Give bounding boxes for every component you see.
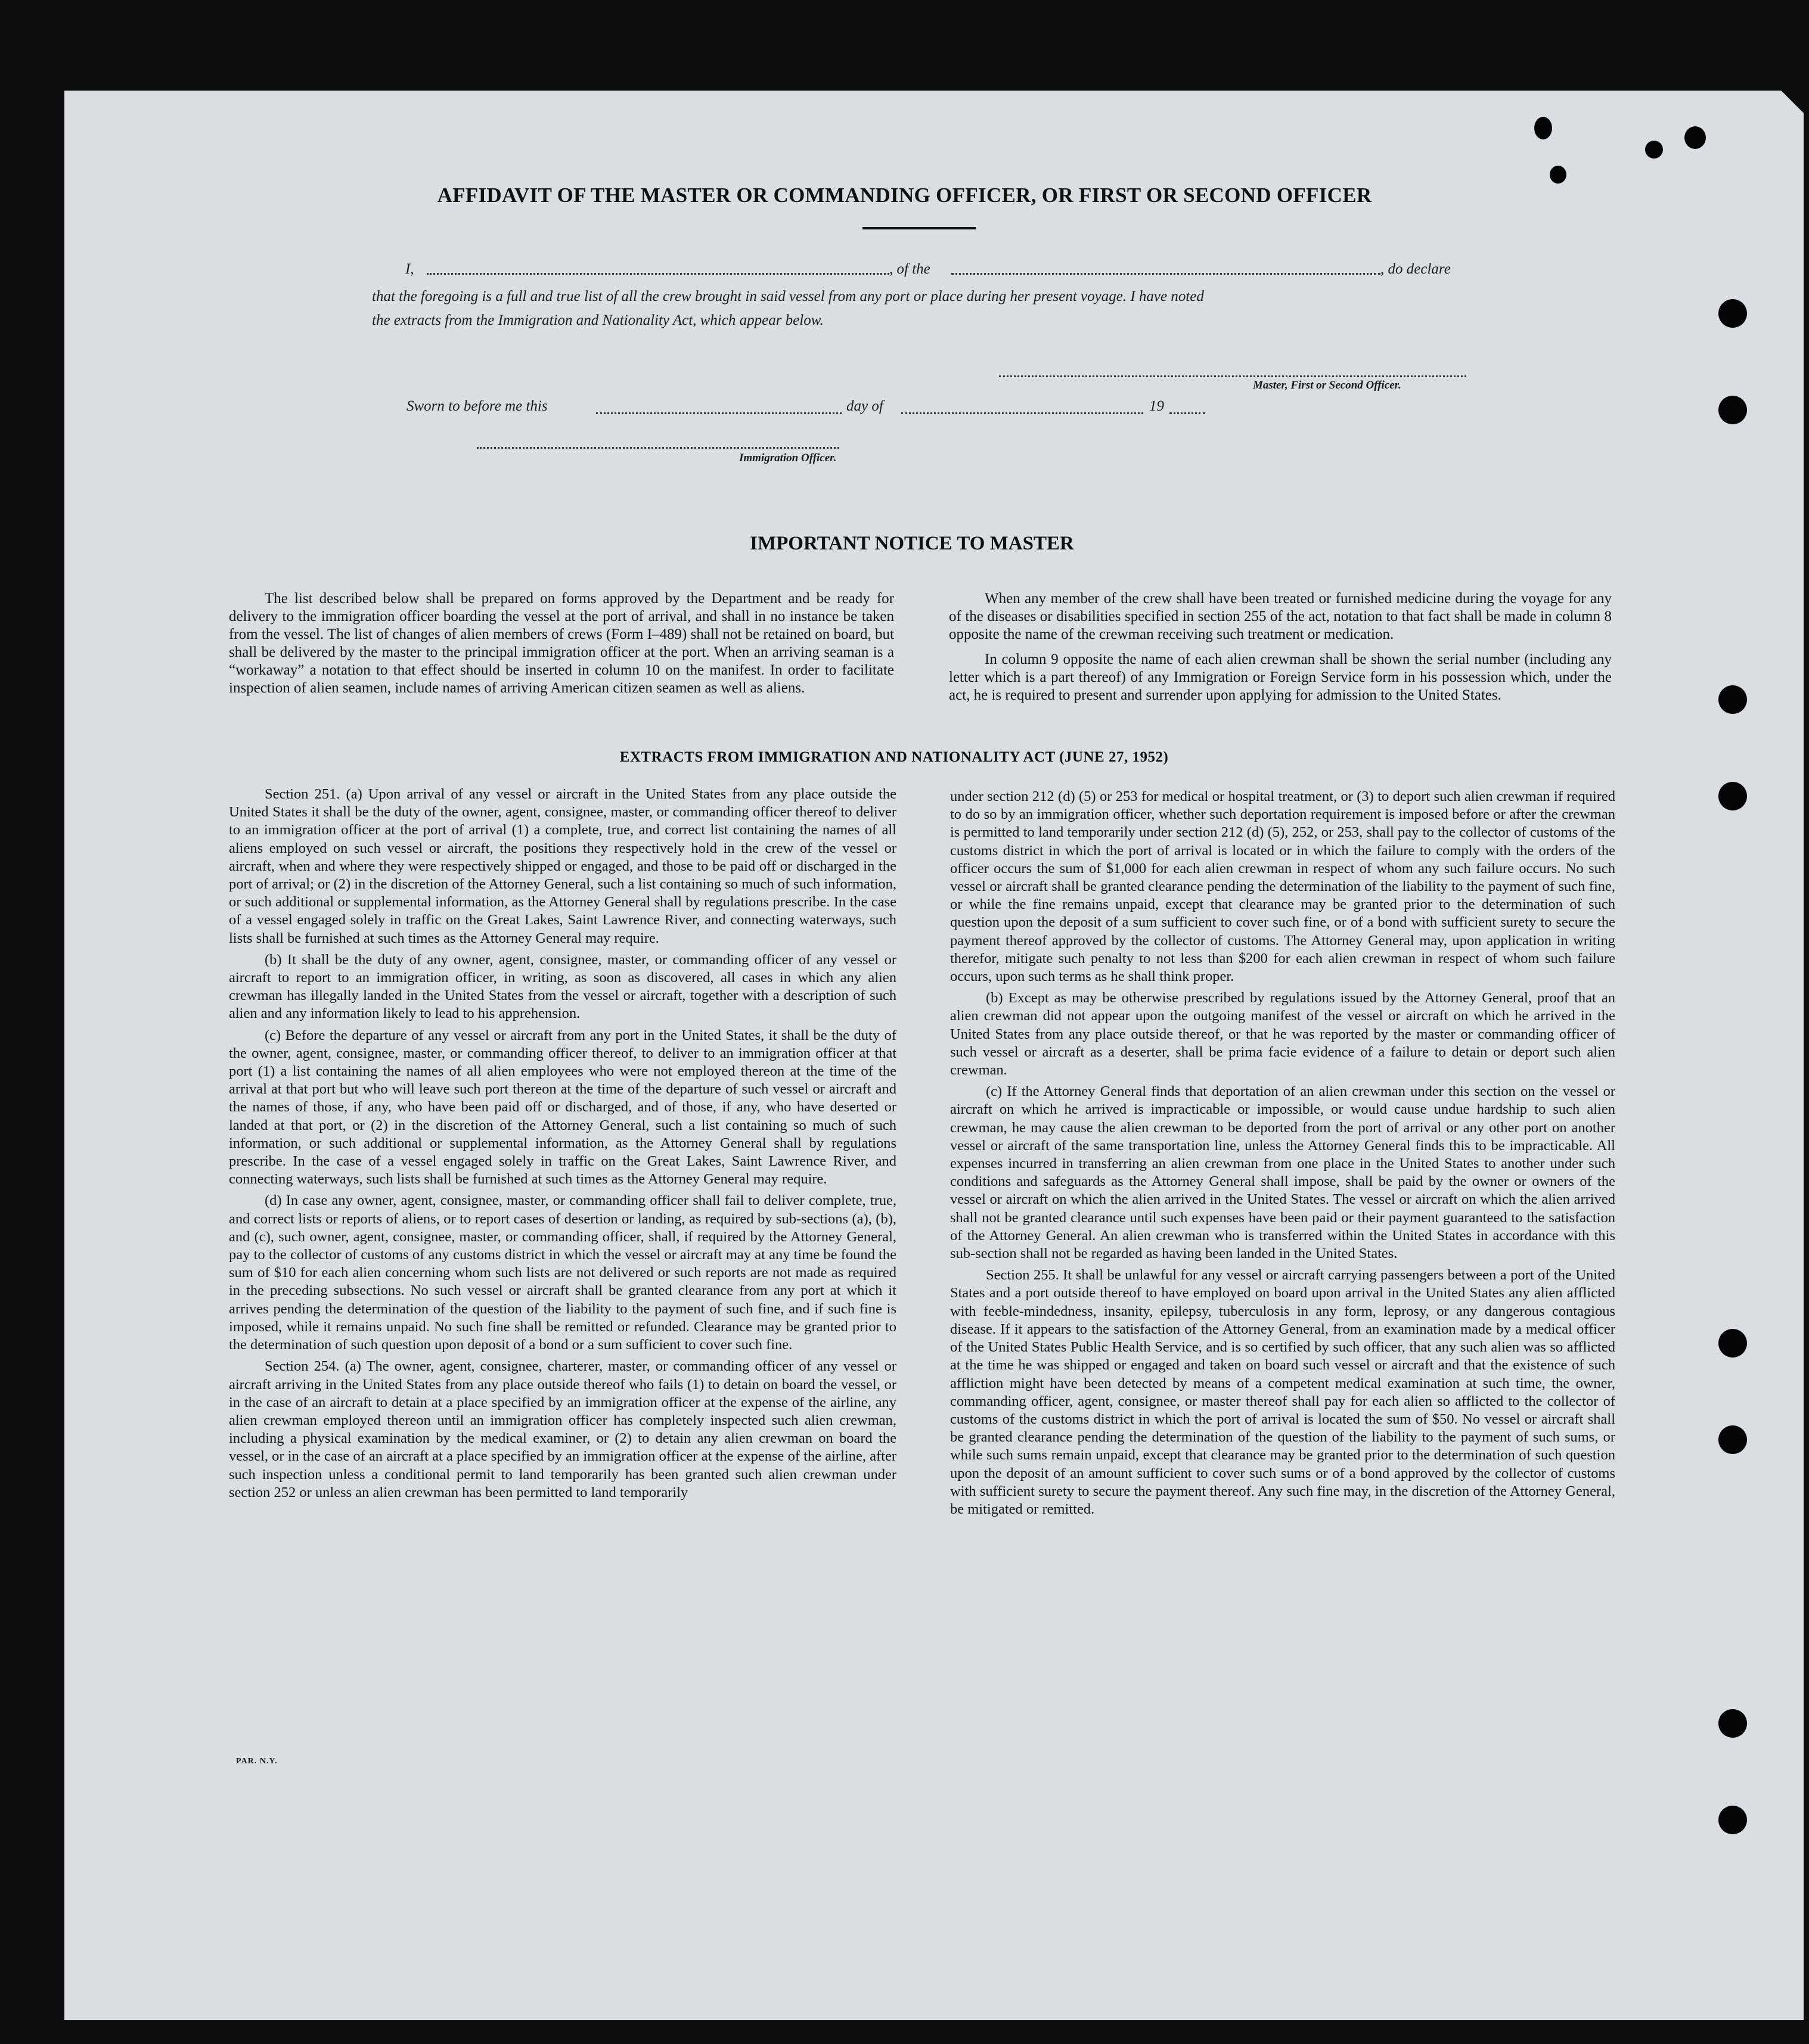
section-251-b: (b) It shall be the duty of any owner, agent, consignee, master, or commanding officer of any vessel or aircraft to report to an immigration officer, in writing, as soon as discovered, all cases in which any alien crewman has illegally landed in the United States from the vessel or aircraft, together with a description of such alien and any information likely to lead to his apprehension. bbox=[229, 951, 896, 1022]
affidavit-line2: that the foregoing is a full and true list of all the crew brought in said vessel from any port or place during her present voyage. I have noted bbox=[372, 288, 1204, 305]
affidavit-of-the: , of the bbox=[889, 261, 930, 277]
notice-right-column bbox=[949, 590, 1612, 708]
section-255: Section 255. It shall be unlawful for any vessel or aircraft carrying passengers between a port of the United States and a port outside thereof to have employed on board upon arrival in the United States any alien afflicted with feeble-mindedness, insanity, epilepsy, tuberculosis in any form, leprosy, or any dangerous contagious disease. If it appears to the satisfaction of the Attorney General, from an examination made by a medical officer of the United States Public Health Service, and is so certified by such officer, that any such alien was so afflicted at the time he was shipped or engaged and taken on board such vessel or aircraft and that the existence of such affliction might have been detected by means of a competent medical examination at such time, the owner, commanding officer, agent, consignee, or master thereof shall pay for each alien so afflicted to the collector of customs of the customs district in which the port of arrival is located the sum of $50. No vessel or aircraft shall be granted clearance pending the determination of the question of the liability to the payment of such sums, or while such sums remain unpaid, except that clearance may be granted prior to the determination of such question upon the deposit of an amount sufficient to cover such sums or of a bond approved by the collector of customs with sufficient surety to secure the payment thereof. Any such fine may, in the discretion of the Attorney General, be mitigated or remitted. bbox=[950, 1267, 1615, 1517]
affidavit-i: I, bbox=[405, 261, 414, 277]
section-254-b: (b) Except as may be otherwise prescribed by regulations issued by the Attorney General, proof that an alien crewman did not appear upon the outgoing manifest of the vessel or aircraft on which he arrived in the United States from any place outside thereof, or that he was reported by the master or commanding officer of such vessel or aircraft as a deserter, shall be prima facie evidence of a failure to detain or deport such alien crewman. bbox=[950, 990, 1615, 1079]
notice-right-paragraph-2: In column 9 opposite the name of each alien crewman shall be shown the serial number (including any letter which is a part thereof) of any Immigration or Foreign Service form in his possession which, under the act, he is required to present and surrender upon applying for admission to the United States. bbox=[949, 651, 1612, 703]
section-251-a: Section 251. (a) Upon arrival of any vessel or aircraft in the United States from any place outside the United States it shall be the duty of the owner, agent, consignee, master, or commanding officer thereof to deliver to an immigration officer at the port of arrival (1) a complete, true, and correct list containing the names of all aliens employed on such vessel or aircraft, the positions they respectively hold in the crew of the vessel or aircraft, when and where they were respectively shipped or engaged, and those to be paid off or discharged in the port of arrival; or (2) in the discretion of the Attorney General, such a list containing so much of such information, or such additional or supplemental information, as the Attorney General shall by regulations prescribe. In the case of a vessel engaged solely in traffic on the Great Lakes, Saint Lawrence River, and connecting waterways, such lists shall be furnished at such times as the Attorney General may require. bbox=[229, 786, 896, 946]
punch-mark bbox=[1550, 166, 1566, 184]
section-254-a: Section 254. (a) The owner, agent, consignee, charterer, master, or commanding officer of any vessel or aircraft arriving in the United States from any place outside thereof who fails (1) to detain on board the vessel, or in the case of an aircraft to detain at a place specified by an immigration officer at the expense of the airline, any alien crewman employed thereon until an immigration officer has completely inspected such alien crewman, including a physical examination by the medical examiner, or (2) to detain any alien crewman on board the vessel, or in the case of an aircraft at a place specified by an immigration officer at the expense of the airline, after such inspection unless a conditional permit to land temporarily has been granted such alien crewman under section 252 or unless an alien crewman has been permitted to land temporarily bbox=[229, 1358, 896, 1501]
year-prefix: 19 bbox=[1149, 398, 1164, 414]
immigration-signature-field[interactable] bbox=[477, 447, 839, 449]
notice-right-paragraph-1: When any member of the crew shall have been treated or furnished medicine during the voyage for any of the diseases or disabilities specified in section 255 of the act, notation to that fact shall be made in column 8 opposite the name of the crewman receiving such treatment or medication. bbox=[949, 591, 1612, 642]
extracts-title: EXTRACTS FROM IMMIGRATION AND NATIONALITY ACT (JUNE 27, 1952) bbox=[619, 749, 1169, 765]
name-field[interactable] bbox=[427, 273, 889, 275]
affidavit-do-declare: , do declare bbox=[1380, 261, 1451, 277]
section-254-c: (c) If the Attorney General finds that deportation of an alien crewman under this section on the vessel or aircraft on which he arrived is impracticable or impossible, or would cause undue hardship to such alien crewman, he may cause the alien crewman to be deported from the port of arrival or any other port on another vessel or aircraft of the same transportation line, unless the Attorney General finds this to be impracticable. All expenses incurred in transferring an alien crewman from one place in the United States to another under such conditions and safeguards as the Attorney General shall impose, shall be paid by the owner or owners of the vessel or aircraft on which the alien arrived in the United States. The vessel or aircraft on which the alien arrived shall not be granted clearance until such expenses have been paid or their payment guaranteed to the satisfaction of the Attorney General. An alien crewman who is transferred within the United States in accordance with this sub-section shall not be regarded as having been landed in the United States. bbox=[950, 1083, 1615, 1262]
affidavit-line3: the extracts from the Immigration and Nationality Act, which appear below. bbox=[372, 312, 824, 328]
punch-hole bbox=[1718, 1329, 1747, 1358]
extracts-left-column bbox=[229, 785, 896, 1505]
day-of-label: day of bbox=[846, 398, 883, 414]
master-signature-label: Master, First or Second Officer. bbox=[1253, 379, 1401, 392]
sworn-label: Sworn to before me this bbox=[407, 398, 548, 414]
sworn-month-field[interactable] bbox=[901, 412, 1143, 414]
punch-hole bbox=[1718, 396, 1747, 424]
punch-hole bbox=[1718, 1425, 1747, 1454]
immigration-officer-label: Immigration Officer. bbox=[739, 452, 837, 464]
section-251-d: (d) In case any owner, agent, consignee, master, or commanding officer shall fail to deliver complete, true, and correct lists or reports of aliens, or to report cases of desertion or landing, as required by sub-sections (a), (b), and (c), such owner, agent, consignee, master, or commanding officer, shall, if required by the Attorney General, pay to the collector of customs of any customs district in which the vessel or aircraft may at any time be found the sum of $10 for each alien concerning whom such lists are not delivered or such reports are not made as required in the preceding subsections. No such vessel or aircraft shall be granted clearance from any port at which it arrives pending the determination of the question of the liability to the payment of such fine, and if such fine is imposed, while it remains unpaid. No such fine shall be remitted or refunded. Clearance may be granted prior to the determination of such question upon deposit of a bond or a sum sufficient to cover such fine. bbox=[229, 1192, 896, 1353]
punch-hole bbox=[1718, 685, 1747, 714]
vessel-field[interactable] bbox=[951, 273, 1380, 275]
punch-mark bbox=[1645, 141, 1663, 159]
punch-hole bbox=[1718, 782, 1747, 810]
master-signature-field[interactable] bbox=[999, 375, 1466, 377]
printer-mark: PAR. N.Y. bbox=[236, 1757, 278, 1766]
punch-hole bbox=[1718, 1806, 1747, 1834]
notice-left-column bbox=[229, 590, 894, 701]
notice-left-paragraph: The list described below shall be prepared on forms approved by the Department and be ready for delivery to the immigration officer boarding the vessel at the port of arrival, and shall in no instance be taken from the vessel. The list of changes of alien members of crews (Form I–489) shall not be retained on board, but shall be delivered by the master to the principal immigration officer at the port. When an arriving seaman is a “workaway” a notation to that effect should be inserted in column 10 on the manifest. In order to facilitate inspection of alien seamen, include names of arriving American citizen seamen as well as aliens. bbox=[229, 591, 894, 696]
affidavit-title: AFFIDAVIT OF THE MASTER OR COMMANDING OFFICER, OR FIRST OR SECOND OFFICER bbox=[437, 184, 1372, 207]
section-254-a-continued: under section 212 (d) (5) or 253 for medical or hospital treatment, or (3) to deport such alien crewman if required to do so by an immigration officer, whether such deportation requirement is imposed before or after the crewman is permitted to land temporarily under section 212 (d) (5), 252, or 253, shall pay to the collector of customs of the customs district in which the port of arrival is located or in which the failure to comply with the orders of the officer occurs the sum of $1,000 for each alien crewman in respect of whom any such failure occurs. No such vessel or aircraft shall be granted clearance pending the determination of the liability to the payment of such fine, or while the fine remains unpaid, except that clearance may be granted prior to the determination of such question upon the deposit of a sum sufficient to cover such fine, or of a bond with sufficient surety to secure the payment thereof approved by the collector of customs. The Attorney General may, upon application in writing therefor, mitigate such penalty to not less than $200 for each alien crewman in respect of whom such failure occurs, upon such terms as he shall think proper. bbox=[950, 788, 1615, 985]
section-251-c: (c) Before the departure of any vessel or aircraft from any port in the United States, it shall be the duty of the owner, agent, consignee, master, or commanding officer thereof, to deliver to an immigration officer at that port (1) a list containing the names of all alien employees who were not employed thereon at the time of the arrival at that port but who will leave such port thereon at the time of the departure of such vessel or aircraft and the names of those, if any, who have been paid off or discharged, and of those, if any, who have deserted or landed at that port, or (2) in the discretion of the Attorney General, such a list containing so much of such information, or such additional or supplemental information, as the Attorney General shall by regulations prescribe. In the case of a vessel engaged solely in traffic on the Great Lakes, Saint Lawrence River, and connecting waterways, such lists shall be furnished at such times as the Attorney General may require. bbox=[229, 1027, 896, 1188]
page-corner bbox=[1781, 91, 1805, 114]
punch-mark bbox=[1684, 126, 1706, 149]
punch-hole bbox=[1718, 1709, 1747, 1738]
notice-title: IMPORTANT NOTICE TO MASTER bbox=[750, 533, 1074, 554]
title-rule bbox=[862, 227, 976, 229]
punch-mark bbox=[1534, 117, 1552, 139]
extracts-right-column bbox=[950, 788, 1615, 1522]
sworn-day-field[interactable] bbox=[596, 412, 842, 414]
punch-hole bbox=[1718, 299, 1747, 328]
year-field[interactable] bbox=[1169, 412, 1205, 414]
